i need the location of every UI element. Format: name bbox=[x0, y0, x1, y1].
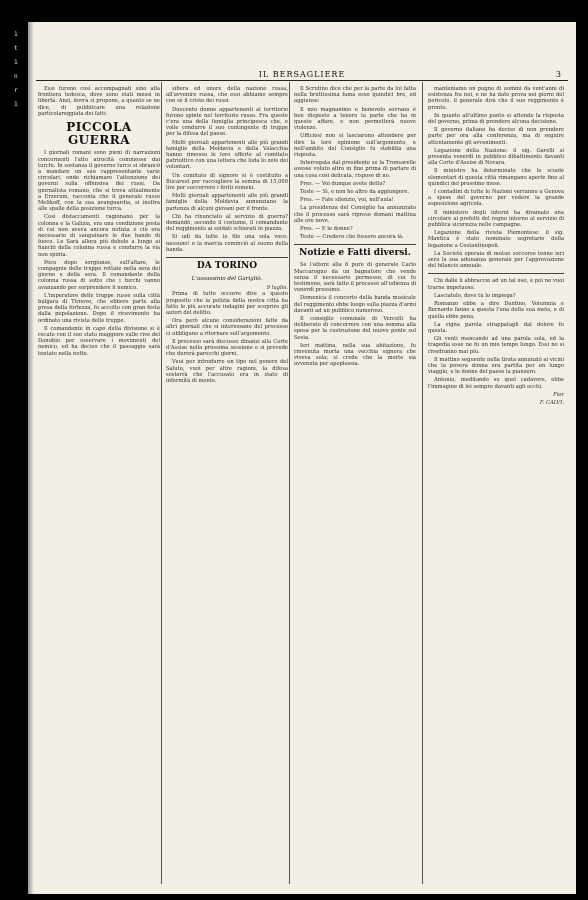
dialogue-line: Pres. — Fate silenzio, voi, nell'aula! bbox=[300, 197, 394, 204]
subheadline: L'assassinio del Garigliò. bbox=[191, 275, 263, 282]
edge-mark: n bbox=[14, 73, 18, 80]
masthead bbox=[28, 70, 576, 79]
column-2 bbox=[166, 86, 288, 386]
article-paragraph: Duecento donne appartenenti al territorio furono spinte nel territorio russo. Fra queste c'era una della famiglia principesca che, e volle condurre il suo contingente di truppe per la difesa del paese. bbox=[166, 106, 288, 138]
article-paragraph: Il processo sarà discusso dinanzi alla Corte d'Assise nella prossima sessione e si prevede che durerà parecchi giorni. bbox=[166, 338, 288, 358]
dateline: 9 luglio. bbox=[266, 285, 288, 292]
headline-notizie: Notizie e Fatti diversi. bbox=[299, 248, 411, 259]
column-1 bbox=[38, 86, 160, 359]
headline-da-torino: DA TORINO bbox=[196, 261, 258, 272]
edge-mark: 1 bbox=[14, 31, 18, 38]
edge-mark: t bbox=[14, 45, 18, 52]
article-paragraph: Ufficiosi non si lasciarono attendere per dire la loro opinione sull'argomento, e nell'ambito del Consiglio fu stabilita una risposta. bbox=[294, 133, 416, 159]
story-paragraph: Antonio, meditando su quel cadavere, ebbe l'immagine di lei sempre davanti agli occhi. bbox=[428, 377, 564, 390]
article-paragraph: Molti giornali appartenenti alle più grandi famiglie della Moldavia annunziano la partenza di alcuni giovani per il fronte. bbox=[166, 193, 288, 212]
article-paragraph: Il consiglio comunale di Vercelli ha deliberato di concorrere con una somma alla spesa per la costruzione del nuovo ponte sul Sesia. bbox=[294, 315, 416, 341]
column-divider bbox=[422, 82, 423, 884]
page-number: 3 bbox=[555, 70, 562, 79]
section-divider bbox=[294, 244, 416, 245]
newspaper-page bbox=[28, 22, 576, 894]
dialogue-line: Pres. — E le donne? bbox=[300, 226, 353, 233]
article-paragraph: La presidenza del Consiglio ha annunziato che il processo sarà ripreso domani mattina alle ore nove. bbox=[294, 205, 416, 224]
article-paragraph: Ora però alcune considerazioni fatte da altri giornali che si interessano del processo ci obbligano a ritornare sull'argomento. bbox=[166, 318, 288, 337]
article-paragraph: manteniamo un pugno di uomini da vent'anni di esistenza fra noi, e ne ha dato prova nei giorni del pericolo, il generale dirà che il suo reggimento è pronto. bbox=[428, 86, 564, 111]
dialogue-line: Teste — Sì, e non ho altro da aggiungere. bbox=[300, 189, 410, 196]
article-paragraph: I contadini di tutte le Nazioni verranno a Genova a spese del governo per vedere la grande esposizione agricola. bbox=[428, 189, 564, 208]
article-paragraph: Vuoi per introdurre un tipo nel genere del Saluto, vuoi per altre ragioni, la difesa sosterrà che l'accusato era in stato di infermità di mente. bbox=[166, 359, 288, 384]
binding-edge-marks bbox=[14, 28, 24, 808]
article-paragraph: Chi ha rinunciato al servizio di guerra? domandò, secondo il costume, il comandante del reggimento ai soldati schierati in piazza. bbox=[166, 213, 288, 233]
article-paragraph: I giornali romani sono pieni di narrazioni concernenti l'atto atrocità commesse dai turchi. In sostanza il governo turco si sbrancò a mandare un suo rappresentante varie circolari, onde richiamare l'attenzione dei governi sulla offensiva dei russi. Da giornalista romano, che si trova attualmente a Erzerum, racconta che il generale russo Melikoff, con la sua avanguardia, si inoltra alle spalle della posizione turca. bbox=[38, 150, 160, 213]
headline-piccola-guerra: PICCOLA GUERRA bbox=[66, 120, 132, 148]
article-paragraph: Il ministero degli interni ha diramato una circolare ai prefetti del regno intorno al servizio di pubblica sicurezza nelle campagne. bbox=[428, 209, 564, 229]
story-paragraph: Il mattino seguente nella tirata annunziò ai vicini che la povera donna era partita per un lungo viaggio, e le donne del paese la piansero. bbox=[428, 356, 564, 376]
article-paragraph: Interrogata dal presidente se la Tronsarelle avesse voluto altro in fine prima di parlare di una cosa così delicata, rispose di no. bbox=[294, 160, 416, 179]
article-paragraph: Legazione della rivista Piemontese: il sig. Mantica è stato nominato segretario della legazione a Costantinopoli. bbox=[428, 230, 564, 249]
edge-mark: r bbox=[14, 87, 18, 94]
story-paragraph: La vigna parola strappatagli dal dolore fu questa. bbox=[428, 321, 564, 334]
column-4 bbox=[428, 86, 564, 406]
column-divider bbox=[161, 82, 162, 884]
dialogue-line: Teste — Credevo che fossero ancora là. bbox=[300, 234, 404, 241]
page-fold-shadow bbox=[28, 22, 34, 894]
article-paragraph: Poco dopo sorgiunse, sull'altare, le compagnie delle truppe rettate nella sera del giorno e della sera. Il comandante della colonna russa di sotto che i turchi vanno avanzando per sorprendere il nemico. bbox=[38, 259, 160, 291]
article-paragraph: L'imperatore delle truppe russe sulla città bulgara di Tirnovo, che ebbero parte alla presa della fortezza, fu accolto con gran festa dalla popolazione. Dopo il ricevimento ha ordinato una rivista delle truppe. bbox=[38, 292, 160, 324]
section-divider bbox=[428, 273, 564, 274]
article-paragraph: Il ministro ha determinato che le scuole elementari di questa città rimangano aperte fino al quindici del prossimo mese. bbox=[428, 168, 564, 187]
dialogue-line: Pres. — Voi dunque avete detto? bbox=[300, 180, 386, 187]
article-paragraph: In quanto all'ultimo punto si attende la risposta del governo, prima di prendere alcuna decisione. bbox=[428, 112, 564, 126]
article-paragraph: Il mio magnanimo e benevolo sovrano è ben disposto a tenere la parte che ha in questo affare, e non permetterà nuove violenze. bbox=[294, 106, 416, 132]
article-paragraph: Legazione della Nazione: il sig. Garelli si presenta venerdì in pubblico dibattimento davanti alla Corte d'Assise di Novara. bbox=[428, 147, 564, 167]
article-paragraph: Se l'attore alla 6 pure di generale Carlo Maccarogno da un bagnatore che vende senza il necessario permesso, di cui fu testimone, sarà fatto il processo all'udienza di venerdì prossimo. bbox=[294, 262, 416, 294]
article-paragraph: sibera ed onore della nazione russa, all'avvenire russa, che essi abbiamo sempre con sè il cristo dei russi. bbox=[166, 86, 288, 105]
masthead-title: IL BERSAGLIERE bbox=[258, 70, 346, 79]
article-paragraph: La Società operaia di mutuo soccorso tenne ieri sera la sua adunanza generale per l'approvazione del bilancio annuale. bbox=[428, 250, 564, 270]
signature-name: F. CALVI. bbox=[539, 399, 564, 406]
story-paragraph: Gli venti mancando ad una parola sola, ed la tragedia esse ne fu un mio tempo lungo. Essi no si rivedranno mai più. bbox=[428, 336, 564, 355]
masthead-rule bbox=[36, 80, 568, 81]
article-paragraph: Prima di tutto occorre dire a questo proposito che la polizia della nostra città ha fatto le più accurate indagini per scoprire gli autori del delitto. bbox=[166, 291, 288, 316]
section-divider bbox=[166, 257, 288, 258]
story-paragraph: Lasciatelo, dove tu lo impiega? bbox=[434, 292, 516, 299]
story-intro: Chi dalle li abbraccio ad un tal uso, e poi ne vuoi trarne impetuoso. bbox=[428, 278, 564, 291]
article-paragraph: Ieri mattina, nella sua abitazione, fu rinvenuta morta una vecchia signora che viveva sola; si crede che la morte sia avvenuta per apoplessia. bbox=[294, 342, 416, 368]
article-paragraph: Domenica il concerto della banda musicale del reggimento ebbe luogo sulla piazza d'armi davanti ad un pubblico numeroso. bbox=[294, 295, 416, 314]
article-paragraph: Molti giornali appartenenti alle più grandi famiglie della Moldavia e della Valacchia hanno rimesso le loro offerte al comitato patriottico con una lettera che loda lo zelo dei volontari. bbox=[166, 139, 288, 171]
article-paragraph: Il governo italiano ha deciso di non prendere parte per ora alla conferenza, ma di seguire attentamente gli avvenimenti. bbox=[428, 127, 564, 146]
intro-paragraph: Essi furono così accompagnati sino alla frontiera tedesca, dove sono stati messi in libertà. Anzi, dovrà si propone, a quanto se ne dice, di pubblicare una relazione particolareggiata dei fatti. bbox=[38, 86, 160, 117]
column-3 bbox=[294, 86, 416, 370]
article-paragraph: Così distaccamenti ragionano per la colonna e la Galizia, era una condizione posta di cui non aveva ancora notizia e ciò era necessario di sanguinare le due bande di fuoco. Le Sarà allora più debole a lungo ai fianchi della colonna russa e condurre la via non spinta. bbox=[38, 214, 160, 258]
edge-mark: 1 bbox=[14, 101, 18, 108]
article-paragraph: Si udì da tutte le file una sola voce: nessuno! e la marcia cominciò al suono della banda. bbox=[166, 234, 288, 253]
column-divider bbox=[289, 82, 290, 884]
edge-mark: 1 bbox=[14, 59, 18, 66]
article-paragraph: Un comitato di signore si è costituito a Bucarest per raccogliere la somma di 15,000 lire per soccorrere i feriti romeni. bbox=[166, 172, 288, 192]
story-paragraph: Romanzo ebbe a dire Dantino, Volumnia e Bernardo fanno a questa l'una della sua meta, e di quella ebbe pena. bbox=[428, 301, 564, 320]
article-paragraph: Il Scrutino dice che per la parte da lui fatta nella bruttissima fama esso quindici bre, ed aggiunse: bbox=[294, 86, 416, 105]
signature-label: Fior bbox=[553, 391, 564, 398]
article-paragraph: Il comandante in capo della divisione si è recato con il suo stato maggiore sulle rive del Danubio per osservare i movimenti del nemico, ed ha deciso che il passaggio sarà tentato nella notte. bbox=[38, 325, 160, 357]
